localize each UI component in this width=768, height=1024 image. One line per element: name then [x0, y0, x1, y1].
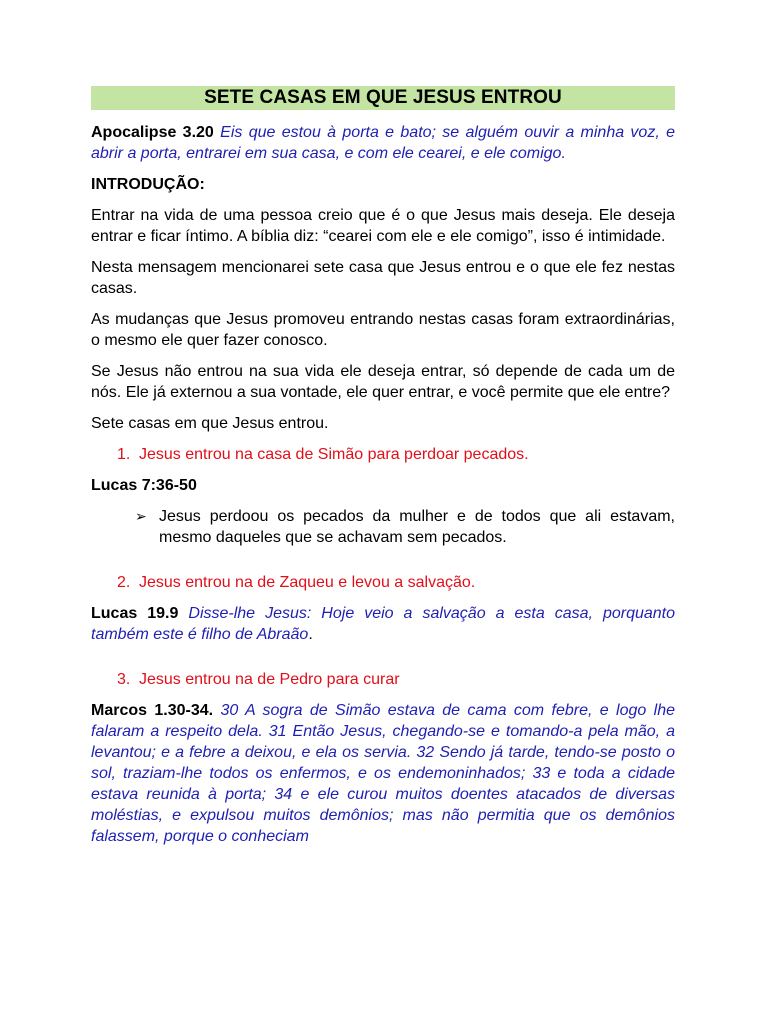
section-3-verse — [91, 700, 675, 847]
section-1-heading — [91, 444, 675, 465]
section-2-number: 2. — [117, 574, 131, 591]
paragraph-4: Se Jesus não entrou na sua vida ele deseja entrar, só depende de cada um de nós. Ele já externou a sua vontade, ele quer entrar, e você permite que ele entre? — [91, 363, 675, 401]
section-2-verse — [91, 603, 675, 645]
section-3-heading-text: Jesus entrou na de Pedro para curar — [139, 671, 400, 688]
section-2-heading — [91, 572, 675, 593]
paragraph-1: Entrar na vida de uma pessoa creio que é o que Jesus mais deseja. Ele deseja entrar e ficar íntimo. A bíblia diz: “cearei com ele e ele comigo”, isso é intimidade. — [91, 207, 675, 245]
section-1-reference: Lucas 7:36-50 — [91, 477, 197, 494]
section-1-bullet-text: Jesus perdoou os pecados da mulher e de todos que ali estavam, mesmo daqueles que se achavam sem pecados. — [159, 508, 675, 546]
section-1-bullet — [91, 506, 675, 548]
paragraph-2: Nesta mensagem mencionarei sete casa que Jesus entrou e o que ele fez nestas casas. — [91, 259, 675, 297]
intro-verse-reference: Apocalipse 3.20 — [91, 124, 214, 141]
section-3-reference: Marcos 1.30-34. — [91, 702, 214, 719]
document-page — [91, 86, 675, 857]
section-1-number: 1. — [117, 446, 131, 463]
section-2-verse-end: . — [308, 626, 313, 643]
intro-heading: INTRODUÇÃO: — [91, 176, 205, 193]
arrowhead-bullet-icon: ➢ — [135, 508, 147, 524]
document-title: SETE CASAS EM QUE JESUS ENTROU — [91, 86, 675, 110]
section-3-heading — [91, 669, 675, 690]
section-2-verse-text: Disse-lhe Jesus: Hoje veio a salvação a esta casa, porquanto também este é filho de Abraão — [91, 605, 676, 643]
section-2-heading-text: Jesus entrou na de Zaqueu e levou a salvação. — [139, 574, 476, 591]
intro-verse-text: Eis que estou à porta e bato; se alguém ouvir a minha voz, e abrir a porta, entrarei em sua casa, e com ele cearei, e ele comigo. — [91, 124, 675, 162]
section-1-heading-text: Jesus entrou na casa de Simão para perdoar pecados. — [139, 446, 529, 463]
intro-verse — [91, 122, 675, 164]
paragraph-3: As mudanças que Jesus promoveu entrando nestas casas foram extraordinárias, o mesmo ele quer fazer conosco. — [91, 311, 675, 349]
paragraph-5: Sete casas em que Jesus entrou. — [91, 415, 329, 432]
section-3-verse-text: 30 A sogra de Simão estava de cama com febre, e logo lhe falaram a respeito dela. 31 Então Jesus, chegando-se e tomando-a pela mão, a levantou; e a febre a deixou, e ela os servia. 32 Sendo já tarde, tendo-se posto o sol, traziam-lhe todos os enfermos, e os endemoninhados; 33 e toda a cidade estava reunida à porta; 34 e ele curou muitos doentes atacados de diversas moléstias, e expulsou muitos demônios; mas não permitia que os demônios falassem, porque o conheciam — [91, 702, 676, 845]
section-3-number: 3. — [117, 671, 131, 688]
section-2-reference: Lucas 19.9 — [91, 605, 179, 622]
